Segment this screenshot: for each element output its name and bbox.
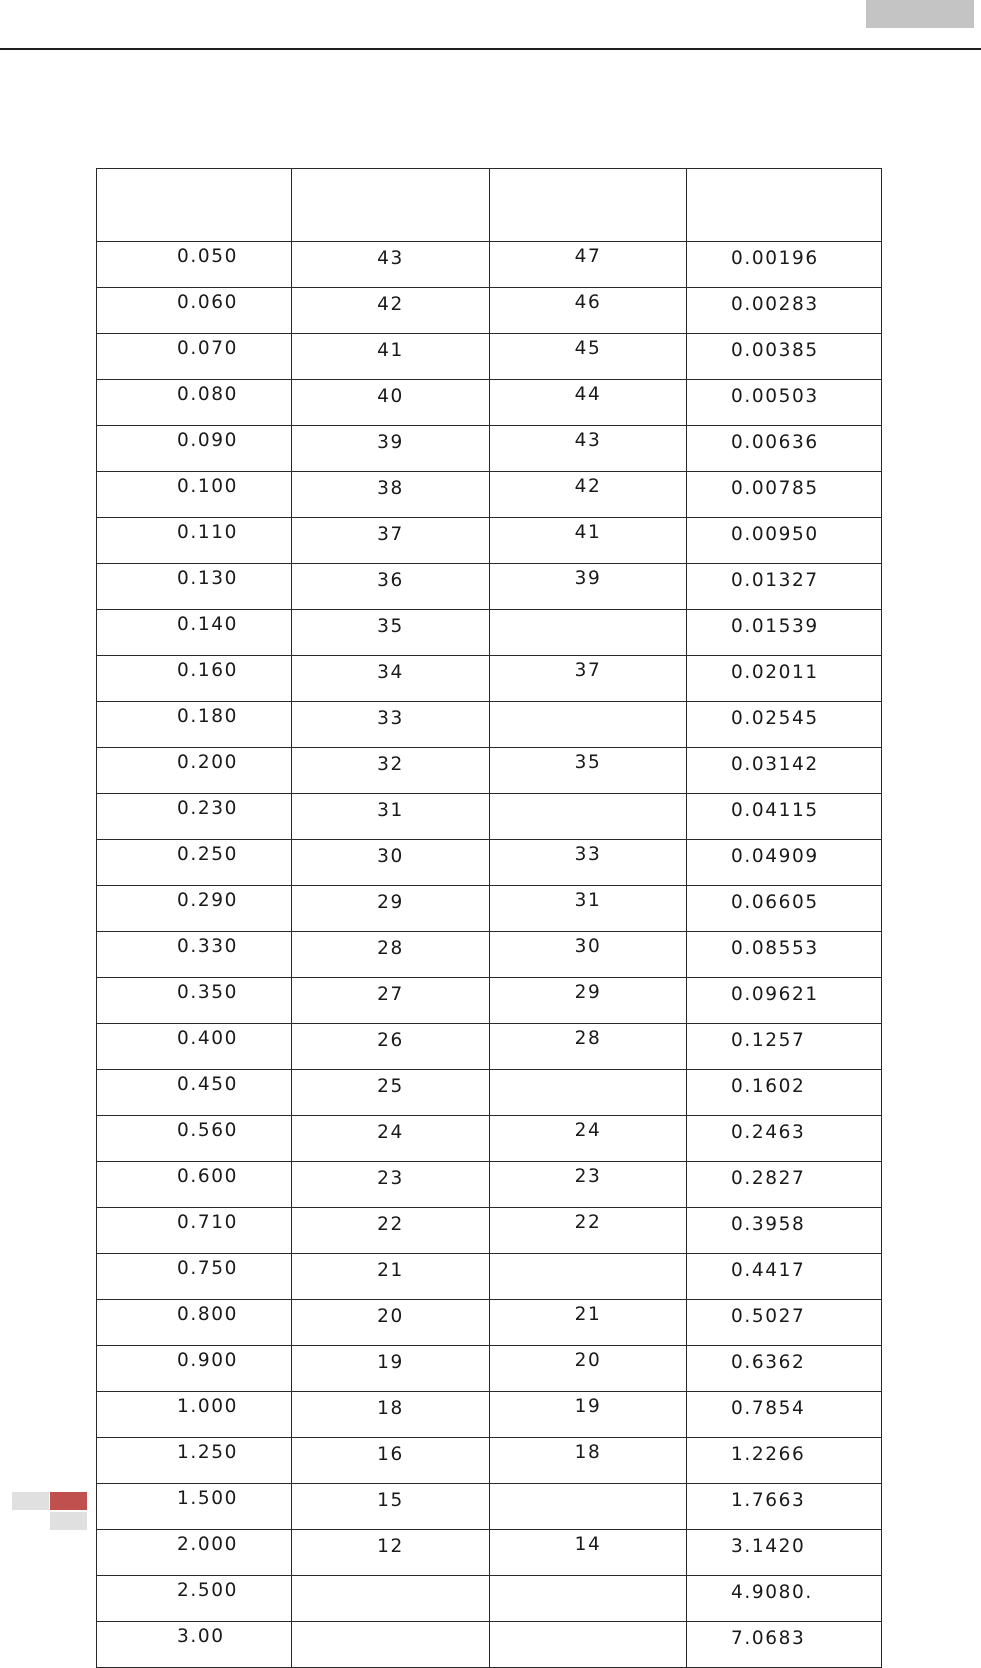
cell-diameter: 0.290 [97, 886, 292, 932]
cell-awg: 29 [490, 978, 687, 1024]
cell-area: 0.3958 [687, 1208, 882, 1254]
header-cell-swg [292, 169, 490, 242]
cell-area: 0.00636 [687, 426, 882, 472]
cell-swg: 29 [292, 886, 490, 932]
cell-swg: 30 [292, 840, 490, 886]
table-row [97, 1392, 882, 1438]
cell-swg: 15 [292, 1484, 490, 1530]
cell-swg: 26 [292, 1024, 490, 1070]
cell-awg [490, 1622, 687, 1668]
table-row [97, 1208, 882, 1254]
cell-awg: 35 [490, 748, 687, 794]
cell-diameter: 0.230 [97, 794, 292, 840]
cell-awg [490, 794, 687, 840]
cell-awg: 43 [490, 426, 687, 472]
table-row [97, 1530, 882, 1576]
cell-area: 0.5027 [687, 1300, 882, 1346]
cell-diameter: 2.500 [97, 1576, 292, 1622]
cell-area: 0.00785 [687, 472, 882, 518]
cell-diameter: 0.110 [97, 518, 292, 564]
cell-swg: 33 [292, 702, 490, 748]
table-row [97, 1576, 882, 1622]
header-tab-block [866, 0, 974, 28]
cell-swg: 32 [292, 748, 490, 794]
cell-awg: 39 [490, 564, 687, 610]
cell-swg: 18 [292, 1392, 490, 1438]
cell-diameter: 0.250 [97, 840, 292, 886]
table-row [97, 242, 882, 288]
table-row [97, 610, 882, 656]
cell-diameter: 0.180 [97, 702, 292, 748]
cell-swg [292, 1622, 490, 1668]
cell-swg: 38 [292, 472, 490, 518]
cell-area: 4.9080. [687, 1576, 882, 1622]
cell-diameter: 0.100 [97, 472, 292, 518]
cell-diameter: 0.200 [97, 748, 292, 794]
table-row [97, 1346, 882, 1392]
header-rule [0, 48, 981, 50]
table-row [97, 518, 882, 564]
cell-swg: 20 [292, 1300, 490, 1346]
cell-swg: 27 [292, 978, 490, 1024]
table-row [97, 1024, 882, 1070]
table-body [97, 169, 882, 1668]
table-row [97, 472, 882, 518]
cell-area: 0.01327 [687, 564, 882, 610]
cell-area: 0.08553 [687, 932, 882, 978]
cell-diameter: 0.600 [97, 1162, 292, 1208]
table-row [97, 656, 882, 702]
cell-diameter: 0.900 [97, 1346, 292, 1392]
table-row [97, 932, 882, 978]
cell-area: 0.04115 [687, 794, 882, 840]
cell-swg: 40 [292, 380, 490, 426]
cell-awg [490, 1576, 687, 1622]
table-row [97, 380, 882, 426]
cell-awg [490, 702, 687, 748]
table-row [97, 840, 882, 886]
cell-awg: 47 [490, 242, 687, 288]
cell-awg: 45 [490, 334, 687, 380]
cell-swg: 42 [292, 288, 490, 334]
table-row [97, 978, 882, 1024]
cell-diameter: 0.070 [97, 334, 292, 380]
cell-area: 0.00503 [687, 380, 882, 426]
cell-area: 0.06605 [687, 886, 882, 932]
cell-awg [490, 1070, 687, 1116]
cell-diameter: 0.330 [97, 932, 292, 978]
cell-diameter: 0.450 [97, 1070, 292, 1116]
cell-area: 7.0683 [687, 1622, 882, 1668]
cell-area: 0.01539 [687, 610, 882, 656]
cell-area: 0.03142 [687, 748, 882, 794]
cell-awg: 24 [490, 1116, 687, 1162]
cell-area: 0.6362 [687, 1346, 882, 1392]
cell-area: 0.4417 [687, 1254, 882, 1300]
cell-diameter: 2.000 [97, 1530, 292, 1576]
cell-awg: 33 [490, 840, 687, 886]
cell-awg: 41 [490, 518, 687, 564]
cell-diameter: 0.050 [97, 242, 292, 288]
table-row [97, 1162, 882, 1208]
cell-diameter: 0.350 [97, 978, 292, 1024]
table-header-row [97, 169, 882, 242]
cell-diameter: 1.000 [97, 1392, 292, 1438]
cell-area: 0.1257 [687, 1024, 882, 1070]
cell-diameter: 0.560 [97, 1116, 292, 1162]
cell-diameter: 0.160 [97, 656, 292, 702]
cell-area: 0.7854 [687, 1392, 882, 1438]
cell-area: 0.2827 [687, 1162, 882, 1208]
cell-swg: 19 [292, 1346, 490, 1392]
table-row [97, 1116, 882, 1162]
cell-diameter: 0.710 [97, 1208, 292, 1254]
cell-awg: 14 [490, 1530, 687, 1576]
cell-awg: 30 [490, 932, 687, 978]
cell-swg: 31 [292, 794, 490, 840]
cell-swg: 37 [292, 518, 490, 564]
cell-area: 0.00385 [687, 334, 882, 380]
table-row [97, 1622, 882, 1668]
cell-area: 0.02011 [687, 656, 882, 702]
cell-area: 1.7663 [687, 1484, 882, 1530]
cell-area: 0.00196 [687, 242, 882, 288]
cell-area: 0.2463 [687, 1116, 882, 1162]
table-row [97, 288, 882, 334]
table-row [97, 794, 882, 840]
cell-diameter: 0.400 [97, 1024, 292, 1070]
cell-awg: 46 [490, 288, 687, 334]
cell-swg: 35 [292, 610, 490, 656]
cell-awg: 18 [490, 1438, 687, 1484]
cell-area: 0.04909 [687, 840, 882, 886]
cell-awg: 44 [490, 380, 687, 426]
cell-awg: 19 [490, 1392, 687, 1438]
cell-area: 0.00283 [687, 288, 882, 334]
cell-awg: 21 [490, 1300, 687, 1346]
cell-area: 0.09621 [687, 978, 882, 1024]
table-row [97, 1438, 882, 1484]
table-row [97, 1484, 882, 1530]
cell-swg: 21 [292, 1254, 490, 1300]
header-cell-awg [490, 169, 687, 242]
cell-swg: 23 [292, 1162, 490, 1208]
cell-diameter: 0.130 [97, 564, 292, 610]
cell-diameter: 0.080 [97, 380, 292, 426]
cell-swg: 39 [292, 426, 490, 472]
cell-area: 0.1602 [687, 1070, 882, 1116]
cell-swg: 41 [292, 334, 490, 380]
table-row [97, 748, 882, 794]
header-cell-diameter [97, 169, 292, 242]
cell-awg: 28 [490, 1024, 687, 1070]
header-cell-area [687, 169, 882, 242]
cell-diameter: 0.060 [97, 288, 292, 334]
table-row [97, 886, 882, 932]
table-row [97, 1254, 882, 1300]
cell-swg: 43 [292, 242, 490, 288]
cell-swg: 36 [292, 564, 490, 610]
table-row [97, 334, 882, 380]
cell-swg: 16 [292, 1438, 490, 1484]
cell-swg: 25 [292, 1070, 490, 1116]
cell-diameter: 0.090 [97, 426, 292, 472]
cell-swg: 24 [292, 1116, 490, 1162]
cell-awg [490, 1484, 687, 1530]
cell-area: 0.00950 [687, 518, 882, 564]
cell-swg [292, 1576, 490, 1622]
cell-area: 3.1420 [687, 1530, 882, 1576]
cell-awg: 20 [490, 1346, 687, 1392]
cell-swg: 34 [292, 656, 490, 702]
cell-awg: 23 [490, 1162, 687, 1208]
cell-awg [490, 1254, 687, 1300]
cell-awg: 37 [490, 656, 687, 702]
cell-diameter: 3.00 [97, 1622, 292, 1668]
corner-block-grey-lower [50, 1512, 87, 1530]
cell-swg: 22 [292, 1208, 490, 1254]
cell-area: 1.2266 [687, 1438, 882, 1484]
table-row [97, 564, 882, 610]
cell-diameter: 0.750 [97, 1254, 292, 1300]
cell-awg: 22 [490, 1208, 687, 1254]
cell-diameter: 1.250 [97, 1438, 292, 1484]
cell-awg [490, 610, 687, 656]
table-row [97, 702, 882, 748]
table-row [97, 1300, 882, 1346]
cell-awg: 42 [490, 472, 687, 518]
corner-block-grey [12, 1492, 49, 1510]
cell-diameter: 1.500 [97, 1484, 292, 1530]
cell-swg: 12 [292, 1530, 490, 1576]
corner-block-red [50, 1492, 87, 1510]
cell-awg: 31 [490, 886, 687, 932]
cell-area: 0.02545 [687, 702, 882, 748]
cell-diameter: 0.800 [97, 1300, 292, 1346]
cell-diameter: 0.140 [97, 610, 292, 656]
wire-gauge-table [96, 168, 882, 1668]
table-row [97, 426, 882, 472]
table-row [97, 1070, 882, 1116]
cell-swg: 28 [292, 932, 490, 978]
